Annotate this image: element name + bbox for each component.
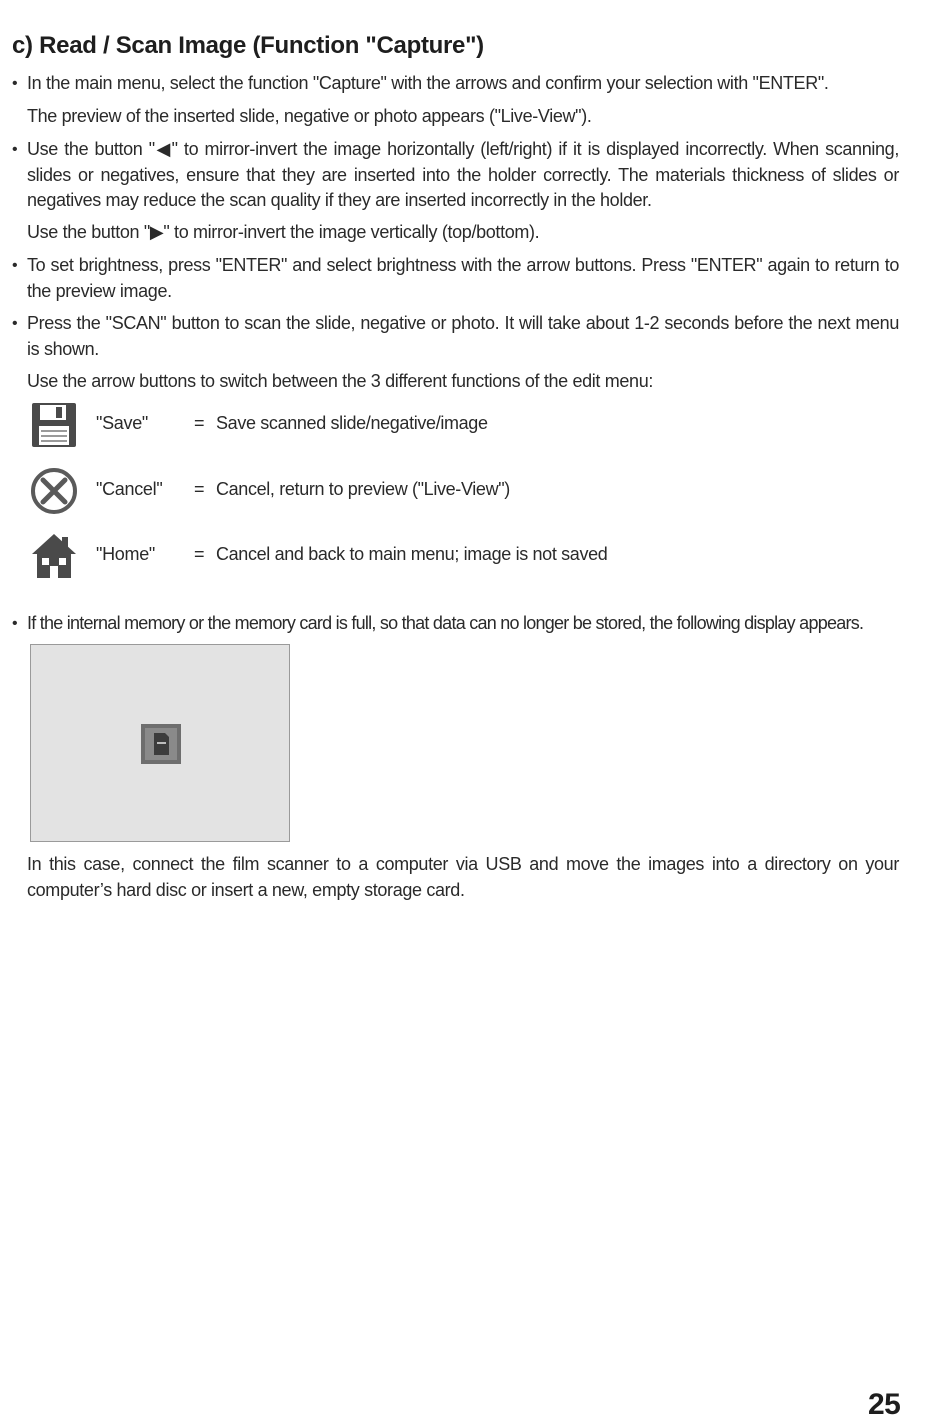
section-heading: c) Read / Scan Image (Function "Capture") bbox=[12, 32, 484, 59]
paragraph-mirror-vertical: Use the button "▶" to mirror-invert the image vertically (top/bottom). bbox=[27, 222, 540, 242]
edit-menu-name: "Home" bbox=[96, 544, 155, 564]
bullet-marker: • bbox=[12, 315, 18, 332]
edit-menu-equals: = bbox=[194, 479, 205, 499]
edit-menu-equals: = bbox=[194, 544, 205, 564]
memory-card-full-icon bbox=[141, 724, 181, 764]
edit-menu-name: "Save" bbox=[96, 413, 149, 433]
edit-menu-description: Save scanned slide/negative/image bbox=[216, 413, 488, 433]
paragraph-brightness: To set brightness, press "ENTER" and select brightness with the arrow buttons. Press "ENTER" again to return to the preview image. bbox=[27, 255, 899, 301]
paragraph-memory-full: If the internal memory or the memory card is full, so that data can no longer be stored, the following display appears. bbox=[27, 613, 864, 633]
page-number: 25 bbox=[868, 1388, 901, 1421]
paragraph-preview-appears: The preview of the inserted slide, negative or photo appears ("Live-View"). bbox=[27, 106, 592, 126]
edit-menu-equals: = bbox=[194, 413, 205, 433]
paragraph-connect-usb: In this case, connect the film scanner to a computer via USB and move the images into a directory on your computer’s hard disc or insert a new, empty storage card. bbox=[27, 854, 899, 900]
paragraph-edit-menu-intro: Use the arrow buttons to switch between the 3 different functions of the edit menu: bbox=[27, 371, 653, 391]
edit-menu-description: Cancel, return to preview ("Live-View") bbox=[216, 479, 510, 499]
cancel-circle-icon bbox=[28, 467, 80, 515]
paragraph-scan-button: Press the "SCAN" button to scan the slide, negative or photo. It will take about 1-2 seconds before the next menu is shown. bbox=[27, 313, 899, 359]
bullet-marker: • bbox=[12, 141, 18, 158]
edit-menu-name: "Cancel" bbox=[96, 479, 163, 499]
edit-menu-description: Cancel and back to main menu; image is not saved bbox=[216, 544, 608, 564]
floppy-disk-icon bbox=[28, 401, 80, 449]
edit-menu-item-home bbox=[28, 532, 828, 582]
bullet-marker: • bbox=[12, 615, 18, 632]
paragraph-select-capture: In the main menu, select the function "Capture" with the arrows and confirm your selection with "ENTER". bbox=[27, 73, 829, 93]
bullet-marker: • bbox=[12, 75, 18, 92]
edit-menu-item-cancel bbox=[28, 467, 828, 517]
edit-menu-item-save bbox=[28, 401, 828, 451]
memory-full-display bbox=[30, 644, 290, 842]
paragraph-mirror-horizontal: Use the button "◀" to mirror-invert the image horizontally (left/right) if it is displayed incorrectly. When scanning, slides or negatives, ensure that they are inserted into the holder correctly. The materials thickness of slides or negatives may reduce the scan quality if they are inserted incorrectly in the holder. bbox=[27, 139, 899, 210]
home-icon bbox=[28, 532, 80, 580]
bullet-marker: • bbox=[12, 257, 18, 274]
